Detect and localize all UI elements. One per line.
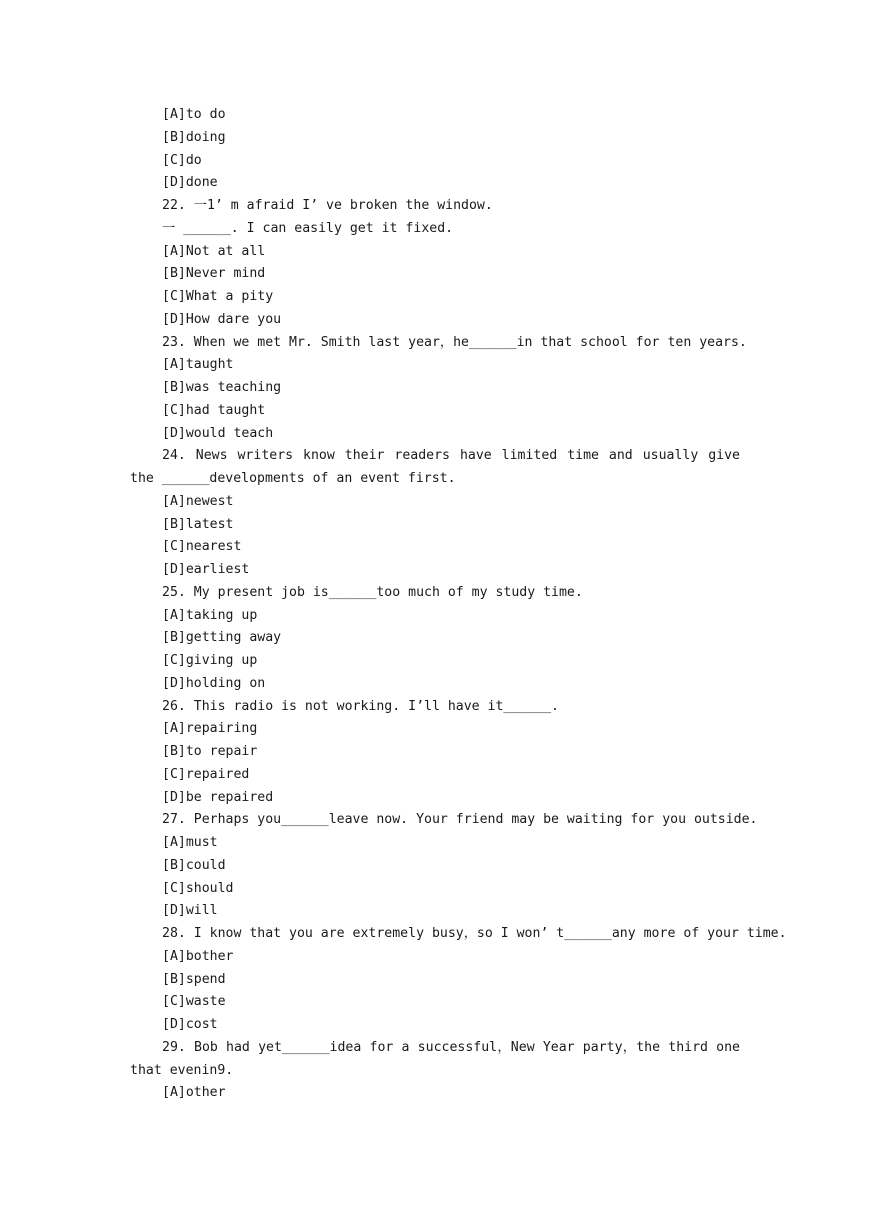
option-line: [A]Not at all <box>162 243 266 259</box>
question-line: 27. Perhaps you______leave now. Your friend may be waiting for you outside. <box>162 812 758 828</box>
question-line: 22. 一1’ m afraid I’ ve broken the window. <box>162 198 493 213</box>
option-line: [A]newest <box>162 493 234 509</box>
option-line: [A]bother <box>162 948 234 964</box>
option-line: [C]repaired <box>162 766 250 782</box>
question-line: 28. I know that you are extremely busy，so I won’ t______any more of your time. <box>162 926 787 941</box>
option-line: [C]nearest <box>162 539 242 555</box>
exam-text <box>130 104 787 1105</box>
option-line: [B]to repair <box>162 744 258 759</box>
option-line: [A]to do <box>162 107 226 122</box>
option-line: [A]must <box>162 835 218 850</box>
option-line: [B]was teaching <box>162 380 282 395</box>
question-line: 23. When we met Mr. Smith last year，he______in that school for ten years. <box>162 334 747 350</box>
option-line: [C]should <box>162 880 234 896</box>
option-line: [B]doing <box>162 129 226 145</box>
option-line: [C]had taught <box>162 402 266 418</box>
option-line: [D]How dare you <box>162 311 282 327</box>
option-line: [D]cost <box>162 1017 218 1032</box>
option-line: [B]latest <box>162 516 234 532</box>
option-line: [D]will <box>162 903 218 919</box>
option-line: [D]earliest <box>162 562 250 577</box>
option-line: [D]holding on <box>162 675 266 691</box>
option-line: [C]giving up <box>162 653 258 668</box>
option-line: [A]taking up <box>162 607 258 623</box>
option-line: [D]would teach <box>162 425 274 441</box>
option-line: [C]What a pity <box>162 289 274 304</box>
option-line: [A]other <box>162 1085 226 1101</box>
dialogue-line: 一 ______. I can easily get it fixed. <box>162 220 454 236</box>
option-line: [A]taught <box>162 357 234 373</box>
question-paragraph: 29. Bob had yet______idea for a successful，New Year party，the third one that evenin9. <box>130 1039 740 1078</box>
option-line: [B]Never mind <box>162 266 266 282</box>
option-line: [A]repairing <box>162 721 258 737</box>
question-paragraph: 24. News writers know their readers have limited time and usually give the ______developments of an event first. <box>130 448 740 486</box>
option-line: [C]do <box>162 152 202 168</box>
option-line: [B]getting away <box>162 630 282 646</box>
option-line: [D]be repaired <box>162 789 274 805</box>
question-line: 25. My present job is______too much of my study time. <box>162 584 583 600</box>
option-line: [C]waste <box>162 994 226 1010</box>
option-line: [B]could <box>162 857 226 873</box>
question-line: 26. This radio is not working. I’ll have it______. <box>162 698 559 714</box>
option-line: [B]spend <box>162 971 226 987</box>
option-line: [D]done <box>162 175 218 191</box>
